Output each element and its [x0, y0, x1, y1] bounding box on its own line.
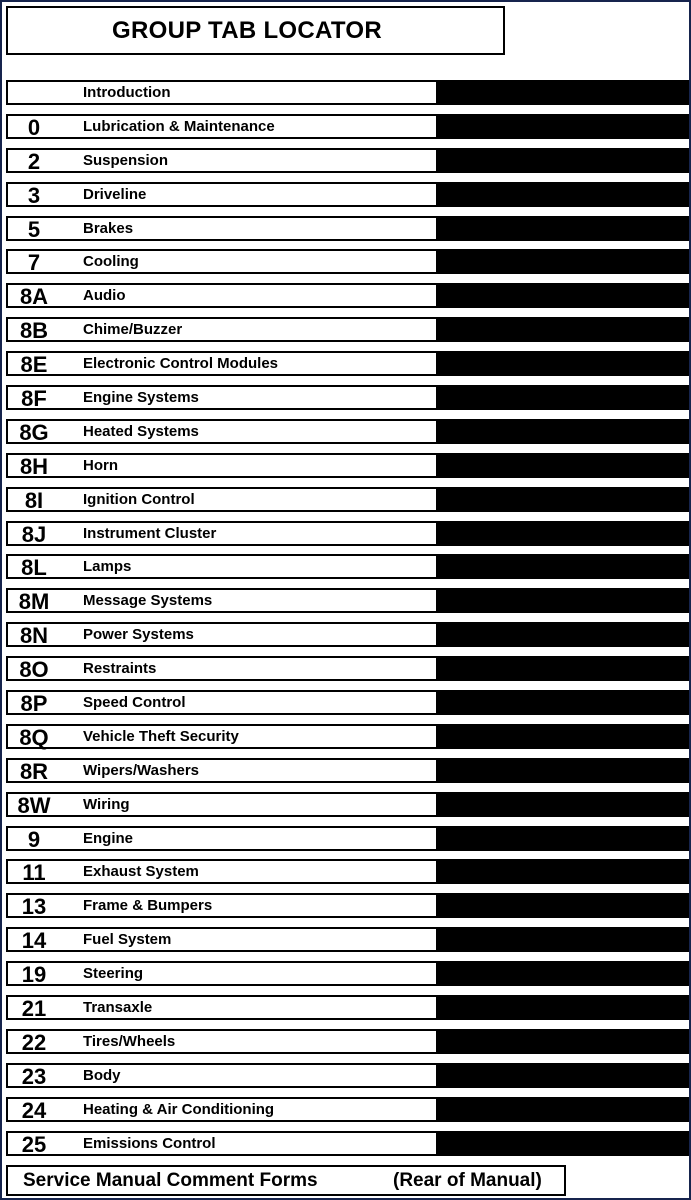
group-label: Restraints — [83, 660, 157, 678]
tab-label-box — [6, 826, 438, 851]
group-label: Heating & Air Conditioning — [83, 1100, 275, 1118]
tab-row[interactable] — [6, 1029, 689, 1054]
tab-row[interactable] — [6, 351, 689, 376]
tab-row[interactable] — [6, 148, 689, 173]
tab-edge-marker — [438, 1097, 689, 1122]
group-number: 8H — [19, 453, 49, 479]
tab-row[interactable] — [6, 690, 689, 715]
tab-edge-marker — [438, 690, 689, 715]
group-number: 22 — [21, 1029, 47, 1055]
group-label: Horn — [83, 456, 118, 474]
tab-row[interactable] — [6, 1097, 689, 1122]
tab-edge-marker — [438, 521, 689, 546]
tab-label-box — [6, 995, 438, 1020]
tab-label-box — [6, 317, 438, 342]
tab-label-box — [6, 1131, 438, 1156]
group-number: 8F — [21, 386, 47, 412]
group-label: Emissions Control — [83, 1134, 216, 1152]
group-label: Instrument Cluster — [83, 524, 217, 542]
tab-edge-marker — [438, 182, 689, 207]
group-number: 8N — [19, 623, 49, 649]
tab-edge-marker — [438, 927, 689, 952]
group-number: 8O — [19, 657, 49, 683]
group-number: 8A — [19, 284, 49, 310]
tab-label-box — [6, 622, 438, 647]
group-label: Heated Systems — [83, 422, 199, 440]
group-label: Cooling — [83, 253, 139, 271]
group-label: Chime/Buzzer — [83, 321, 183, 339]
group-label: Suspension — [83, 151, 169, 169]
tab-row[interactable] — [6, 893, 689, 918]
tab-label-box — [6, 1029, 438, 1054]
group-number: 0 — [27, 114, 41, 140]
group-number: 21 — [21, 996, 47, 1022]
tab-row[interactable] — [6, 419, 689, 444]
group-label: Exhaust System — [83, 863, 199, 881]
tab-row[interactable] — [6, 622, 689, 647]
tab-row[interactable] — [6, 961, 689, 986]
group-label: Ignition Control — [83, 490, 195, 508]
tab-label-box — [6, 893, 438, 918]
tab-label-box — [6, 351, 438, 376]
group-number: 8M — [18, 589, 50, 615]
tab-edge-marker — [438, 554, 689, 579]
group-number: 7 — [27, 250, 41, 276]
tab-label-box — [6, 690, 438, 715]
group-label: Vehicle Theft Security — [83, 727, 239, 745]
group-label: Engine Systems — [83, 389, 199, 407]
group-number: 19 — [21, 962, 47, 988]
tab-label-box — [6, 554, 438, 579]
group-label: Brakes — [83, 219, 134, 237]
group-label: Electronic Control Modules — [83, 355, 279, 373]
tab-edge-marker — [438, 419, 689, 444]
tab-row[interactable] — [6, 216, 689, 241]
tab-edge-marker — [438, 453, 689, 478]
group-number: 8P — [20, 691, 48, 717]
group-label: Steering — [83, 965, 144, 983]
group-label: Tires/Wheels — [83, 1032, 176, 1050]
tab-label-box — [6, 148, 438, 173]
group-label: Transaxle — [83, 999, 153, 1017]
group-number: 23 — [21, 1063, 47, 1089]
tab-label-box — [6, 385, 438, 410]
tab-label-box — [6, 927, 438, 952]
group-label: Frame & Bumpers — [83, 897, 213, 915]
group-number: 24 — [21, 1097, 47, 1123]
tab-row[interactable] — [6, 554, 689, 579]
footer-left-text: Service Manual Comment Forms — [23, 1169, 318, 1191]
tab-row[interactable] — [6, 656, 689, 681]
tab-edge-marker — [438, 758, 689, 783]
tab-edge-marker — [438, 148, 689, 173]
group-number: 8R — [19, 758, 49, 784]
tab-edge-marker — [438, 1029, 689, 1054]
tab-row[interactable] — [6, 1131, 689, 1156]
tab-label-box — [6, 521, 438, 546]
group-number: 8W — [17, 792, 51, 818]
group-label: Speed Control — [83, 694, 186, 712]
tab-list — [6, 80, 689, 1165]
tab-label-box — [6, 961, 438, 986]
tab-edge-marker — [438, 1063, 689, 1088]
tab-label-box — [6, 249, 438, 274]
group-number: 8G — [19, 419, 49, 445]
group-number: 8J — [21, 521, 47, 547]
tab-label-box — [6, 792, 438, 817]
tab-label-box — [6, 80, 438, 105]
group-number: 8E — [20, 352, 48, 378]
tab-row[interactable] — [6, 859, 689, 884]
tab-row[interactable] — [6, 80, 689, 105]
tab-label-box — [6, 216, 438, 241]
tab-label-box — [6, 1097, 438, 1122]
tab-edge-marker — [438, 622, 689, 647]
tab-row[interactable] — [6, 317, 689, 342]
group-label: Audio — [83, 287, 126, 305]
tab-row[interactable] — [6, 114, 689, 139]
tab-edge-marker — [438, 283, 689, 308]
group-number: 11 — [22, 860, 46, 886]
tab-label-box — [6, 182, 438, 207]
group-label: Lamps — [83, 558, 132, 576]
group-number: 8L — [21, 555, 47, 581]
tab-edge-marker — [438, 317, 689, 342]
tab-row[interactable] — [6, 792, 689, 817]
group-number: 8I — [24, 487, 44, 513]
tab-label-box — [6, 859, 438, 884]
tab-edge-marker — [438, 859, 689, 884]
group-label: Lubrication & Maintenance — [83, 117, 275, 135]
tab-label-box — [6, 283, 438, 308]
tab-edge-marker — [438, 249, 689, 274]
tab-row[interactable] — [6, 927, 689, 952]
tab-row[interactable] — [6, 283, 689, 308]
footer-right-text: (Rear of Manual) — [393, 1169, 542, 1191]
tab-row[interactable] — [6, 521, 689, 546]
tab-label-box — [6, 419, 438, 444]
tab-edge-marker — [438, 487, 689, 512]
tab-row[interactable] — [6, 826, 689, 851]
tab-row[interactable] — [6, 724, 689, 749]
page-title: GROUP TAB LOCATOR — [6, 6, 505, 55]
tab-row[interactable] — [6, 249, 689, 274]
tab-edge-marker — [438, 656, 689, 681]
tab-label-box — [6, 453, 438, 478]
tab-edge-marker — [438, 216, 689, 241]
group-label: Message Systems — [83, 592, 213, 610]
tab-label-box — [6, 114, 438, 139]
tab-row[interactable] — [6, 487, 689, 512]
group-number: 5 — [27, 216, 41, 242]
tab-row[interactable] — [6, 385, 689, 410]
group-label: Wiring — [83, 795, 130, 813]
tab-label-box — [6, 656, 438, 681]
footer-note — [6, 1165, 566, 1196]
tab-edge-marker — [438, 995, 689, 1020]
group-number: 8B — [19, 318, 49, 344]
group-label: Engine — [83, 829, 134, 847]
group-label: Introduction — [83, 84, 171, 101]
tab-edge-marker — [438, 961, 689, 986]
tab-row[interactable] — [6, 995, 689, 1020]
tab-edge-marker — [438, 351, 689, 376]
group-label: Fuel System — [83, 931, 172, 949]
tab-label-box — [6, 487, 438, 512]
group-number: 13 — [21, 894, 47, 920]
group-number: 9 — [27, 826, 41, 852]
tab-label-box — [6, 724, 438, 749]
tab-row[interactable] — [6, 758, 689, 783]
tab-row[interactable] — [6, 453, 689, 478]
tab-row[interactable] — [6, 182, 689, 207]
tab-edge-marker — [438, 80, 689, 105]
group-number: 14 — [21, 928, 47, 954]
tab-edge-marker — [438, 588, 689, 613]
tab-label-box — [6, 588, 438, 613]
tab-edge-marker — [438, 724, 689, 749]
tab-edge-marker — [438, 826, 689, 851]
group-label: Wipers/Washers — [83, 761, 200, 779]
tab-edge-marker — [438, 114, 689, 139]
group-number: 2 — [27, 148, 41, 174]
tab-row[interactable] — [6, 1063, 689, 1088]
tab-row[interactable] — [6, 588, 689, 613]
tab-label-box — [6, 1063, 438, 1088]
group-label: Driveline — [83, 185, 147, 203]
tab-edge-marker — [438, 792, 689, 817]
tab-edge-marker — [438, 1131, 689, 1156]
group-number: 3 — [27, 182, 41, 208]
tab-edge-marker — [438, 385, 689, 410]
group-number: 8Q — [19, 724, 49, 750]
group-label: Body — [83, 1066, 121, 1084]
group-number: 25 — [21, 1131, 47, 1157]
tab-edge-marker — [438, 893, 689, 918]
tab-label-box — [6, 758, 438, 783]
group-label: Power Systems — [83, 626, 194, 644]
